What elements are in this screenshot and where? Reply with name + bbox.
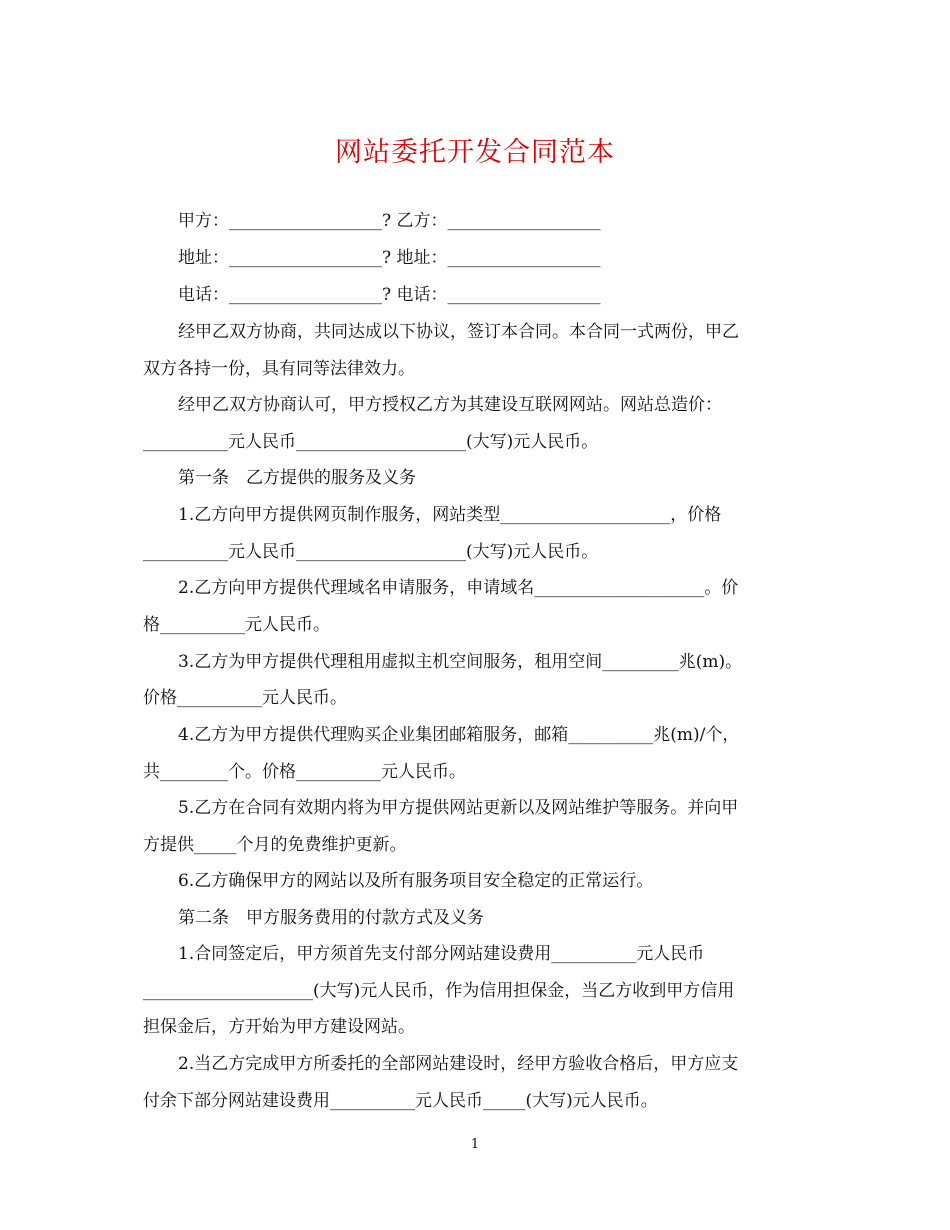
section-heading: 第二条 甲方服务费用的付款方式及义务 bbox=[178, 908, 484, 928]
clause-line: ____________________(大写)元人民币，作为信用担保金，当乙方收到甲方信用 bbox=[143, 981, 735, 1001]
clause-line: 方提供_____个月的免费维护更新。 bbox=[143, 835, 407, 855]
clause-line: 4.乙方为甲方提供代理购买企业集团邮箱服务，邮箱__________兆(m)/个， bbox=[178, 725, 740, 745]
paragraph-line: 经甲乙双方协商认可，甲方授权乙方为其建设互联网网站。网站总造价： bbox=[178, 395, 722, 415]
clause-line: 1.乙方向甲方提供网页制作服务，网站类型____________________，价格 bbox=[178, 505, 722, 525]
clause-line: 1.合同签定后，甲方须首先支付部分网站建设费用__________元人民币 bbox=[178, 944, 705, 964]
clause-line: 2.乙方向甲方提供代理域名申请服务，申请域名____________________。价 bbox=[178, 578, 739, 598]
paragraph-line: __________元人民币____________________(大写)元人民币。 bbox=[143, 432, 599, 452]
clause-line: 2.当乙方完成甲方所委托的全部网站建设时，经甲方验收合格后，甲方应支 bbox=[178, 1054, 739, 1074]
clause-line: 格__________元人民币。 bbox=[143, 615, 330, 635]
clause-line: 共________个。价格__________元人民币。 bbox=[143, 762, 466, 782]
clause-line: 6.乙方确保甲方的网站以及所有服务项目安全稳定的正常运行。 bbox=[178, 871, 654, 891]
phone-line: 电话：__________________? 电话：__________________ bbox=[178, 285, 601, 305]
clause-line: 价格__________元人民币。 bbox=[143, 688, 347, 708]
clause-line: 担保金后，方开始为甲方建设网站。 bbox=[143, 1017, 415, 1037]
clause-line: 5.乙方在合同有效期内将为甲方提供网站更新以及网站维护等服务。并向甲 bbox=[178, 798, 739, 818]
section-heading: 第一条 乙方提供的服务及义务 bbox=[178, 468, 416, 488]
paragraph-line: 双方各持一份，具有同等法律效力。 bbox=[143, 359, 415, 379]
party-a-b-line: 甲方：__________________? 乙方：__________________ bbox=[178, 211, 601, 231]
address-line: 地址：__________________? 地址：__________________ bbox=[178, 248, 601, 268]
paragraph-line: 经甲乙双方协商，共同达成以下协议，签订本合同。本合同一式两份，甲乙 bbox=[178, 322, 739, 342]
page-number: 1 bbox=[470, 1137, 480, 1152]
clause-line: 付余下部分网站建设费用__________元人民币_____(大写)元人民币。 bbox=[143, 1091, 658, 1111]
clause-line: __________元人民币____________________(大写)元人民币。 bbox=[143, 542, 599, 562]
document-title: 网站委托开发合同范本 bbox=[335, 137, 615, 168]
clause-line: 3.乙方为甲方提供代理租用虚拟主机空间服务，租用空间_________兆(m)。 bbox=[178, 652, 743, 672]
